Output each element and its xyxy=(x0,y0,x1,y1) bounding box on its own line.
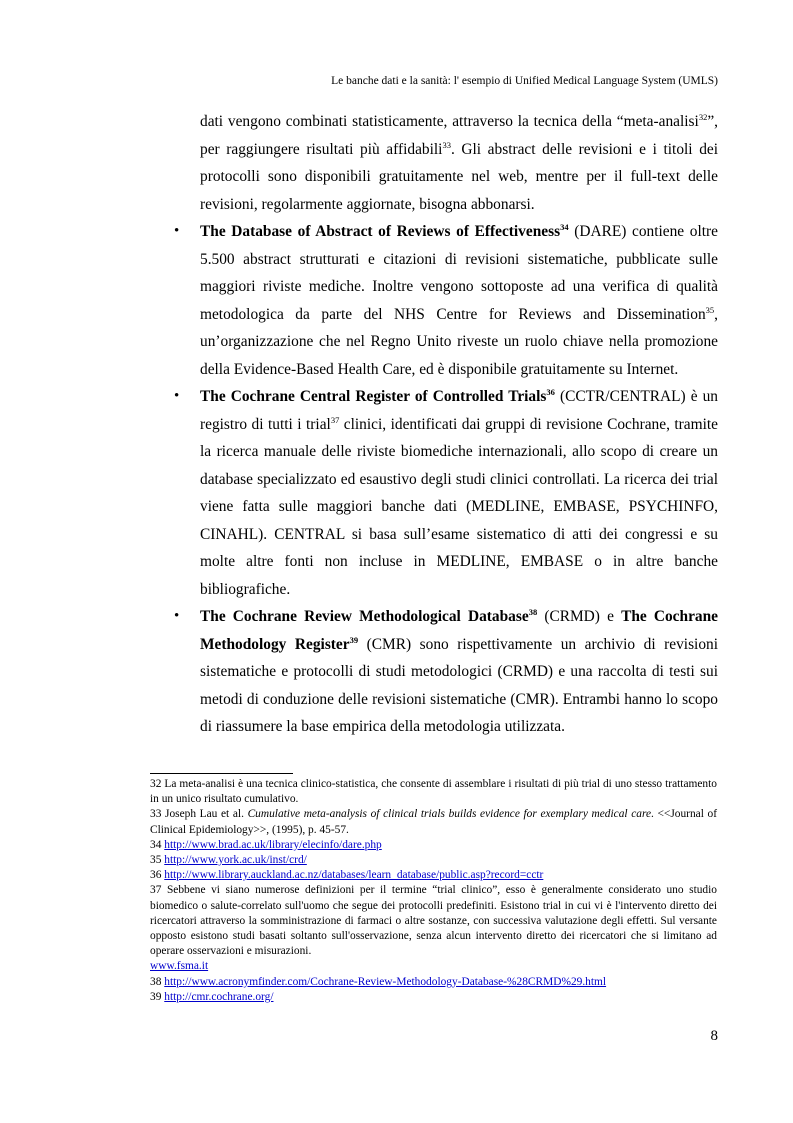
bullet-text-cctr-1: (CCTR/CENTRAL) è un registro di tutti i trial xyxy=(200,388,718,433)
footnote-33: 33 Joseph Lau et al. Cumulative meta-analysis of clinical trials builds evidence for exemplary medical care. <<Journal of Clinical Epidemiology>>, (1995), p. 45-57. xyxy=(150,808,718,836)
intro-text-3: . Gli abstract delle revisioni e i titoli dei protocolli sono disponibili gratuitamente nel web, mentre per il full-text delle revisioni, regolarmente aggiornate, bisogna abbonarsi. xyxy=(200,140,718,213)
footnote-ref-36[interactable]: 36 xyxy=(546,387,555,397)
footnote-ref-32[interactable]: 32 xyxy=(698,112,708,122)
footnote-divider xyxy=(150,773,293,774)
footnote-36-link[interactable]: http://www.library.auckland.ac.nz/databases/learn_database/public.asp?record=cctr xyxy=(164,869,544,882)
footnote-35-link[interactable]: http://www.york.ac.uk/inst/crd/ xyxy=(164,854,307,867)
bullet-title-cmr: The Cochrane Methodology Register$^{39}$ xyxy=(200,608,718,653)
running-header: Le banche dati e la sanità: l' esempio di Unified Medical Language System (UMLS) xyxy=(331,75,718,87)
bullet-text-dare-1: (DARE) contiene oltre 5.500 abstract strutturati e citazioni di revisioni sistematiche, pubblicate sulle maggiori riviste mediche. Inoltre vengono sottoposte ad una verifica di qualità metodologica da parte del NHS Centre for Reviews and Dissemination xyxy=(200,223,718,323)
footnote-ref-39[interactable]: 39 xyxy=(349,634,359,645)
bullet-icon: • xyxy=(174,388,180,404)
footnote-39-link[interactable]: http://cmr.cochrane.org/ xyxy=(164,990,274,1003)
bullet-title-dare: The Database of Abstract of Reviews of Effectiveness$^{34}$ xyxy=(200,222,569,240)
bullet-text-crmd-2: (CMR) sono rispettivamente un archivio di revisioni sistematiche e protocolli di studi metodologici (CRMD) e una raccolta di testi sui metodi di conduzione delle revisioni sistematiche (CMR). Entrambi hanno lo scopo di riassumere la base empirica della metodologia utilizzata. xyxy=(200,635,719,735)
bullet-title-cctr: The Cochrane Central Register of Controlled Trials$^{36}$ xyxy=(200,387,555,405)
footnote-32: 32 La meta-analisi è una tecnica clinico-statistica, che consente di assemblare i risultati di più trial di uno stesso trattamento in un unico risultato cumulativo. xyxy=(150,778,717,806)
footnote-34-link[interactable]: http://www.brad.ac.uk/library/elecinfo/dare.php xyxy=(164,838,382,851)
footnote-ref-34[interactable]: 34 xyxy=(560,222,569,232)
footnote-34: 34 http://www.brad.ac.uk/library/elecinfo/dare.php xyxy=(150,838,382,851)
footnote-33-title: Cumulative meta-analysis of clinical trials builds evidence for exemplary medical care xyxy=(247,808,652,821)
footnotes xyxy=(150,777,717,1005)
bullet-text-crmd-1: (CRMD) e xyxy=(537,608,622,625)
footnote-37-link[interactable]: www.fsma.it xyxy=(150,960,209,973)
footnote-ref-35[interactable]: 35 xyxy=(705,304,715,315)
footnote-35: 35 http://www.york.ac.uk/inst/crd/ xyxy=(150,854,307,867)
page-number: 8 xyxy=(710,1028,718,1044)
bullet-item-cctr xyxy=(174,383,718,603)
main-text xyxy=(174,108,719,741)
footnote-38-link[interactable]: http://www.acronymfinder.com/Cochrane-Review-Methodology-Database-%28CRMD%29.html xyxy=(164,975,607,988)
footnote-39: 39 http://cmr.cochrane.org/ xyxy=(150,990,274,1003)
intro-text-1: dati vengono combinati statisticamente, attraverso la tecnica della “meta-analisi xyxy=(200,113,699,130)
footnote-ref-38[interactable]: 38 xyxy=(528,607,538,617)
footnote-ref-33[interactable]: 33 xyxy=(442,139,451,150)
bullet-text-cctr-2: clinici, identificati dai gruppi di revisione Cochrane, tramite la ricerca manuale delle riviste biomediche internazionali, allo scopo di creare un database specializzato ed esaustivo degli studi clinici controllati. La ricerca dei trial viene fatta sulle maggiori banche dati (MEDLINE, EMBASE, PSYCHINFO, CINAHL). CENTRAL si basa sull’esame sistematico di atti dei congressi e su molte altre fonti non incluse in MEDLINE, EMBASE o in altre banche bibliografiche. xyxy=(200,415,718,598)
intro-paragraph xyxy=(200,108,718,218)
footnote-38: 38 http://www.acronymfinder.com/Cochrane-Review-Methodology-Database-%28CRMD%29.html xyxy=(150,975,607,988)
intro-text-2: ”, per raggiungere risultati più affidabili xyxy=(200,113,718,158)
bullet-text-dare-2: , un’organizzazione che nel Regno Unito riveste un ruolo chiave nella promozione della Evidence-Based Health Care, ed è disponibile gratuitamente su Internet. xyxy=(200,305,718,378)
bullet-item-crmd xyxy=(174,603,719,741)
bullet-icon: • xyxy=(174,608,180,624)
bullet-icon: • xyxy=(174,223,180,239)
bullet-item-dare xyxy=(174,218,718,383)
footnote-36: 36 http://www.library.auckland.ac.nz/databases/learn_database/public.asp?record=cctr xyxy=(150,869,544,882)
footnote-ref-37[interactable]: 37 xyxy=(330,414,340,425)
footnote-37: 37 Sebbene vi siano numerose definizioni per il termine “trial clinico”, esso è generalmente considerato uno studio biomedico o salute-correlato sull'uomo che segue dei protocolli predefiniti. Esistono trial in cui vi è l'intervento diretto dei ricercatori attraverso la somministrazione di farmaci o altre sostanze, con successiva valutazione degli effetti. Sul versante opposto esistono studi basati soltanto sull'osservazione, senza alcun intervento diretto dei ricercatori che si limitano ad operare osservazioni e misurazioni. www.fsma.it xyxy=(150,884,717,973)
bullet-title-crmd: The Cochrane Review Methodological Database$^{38}$ xyxy=(200,607,538,625)
